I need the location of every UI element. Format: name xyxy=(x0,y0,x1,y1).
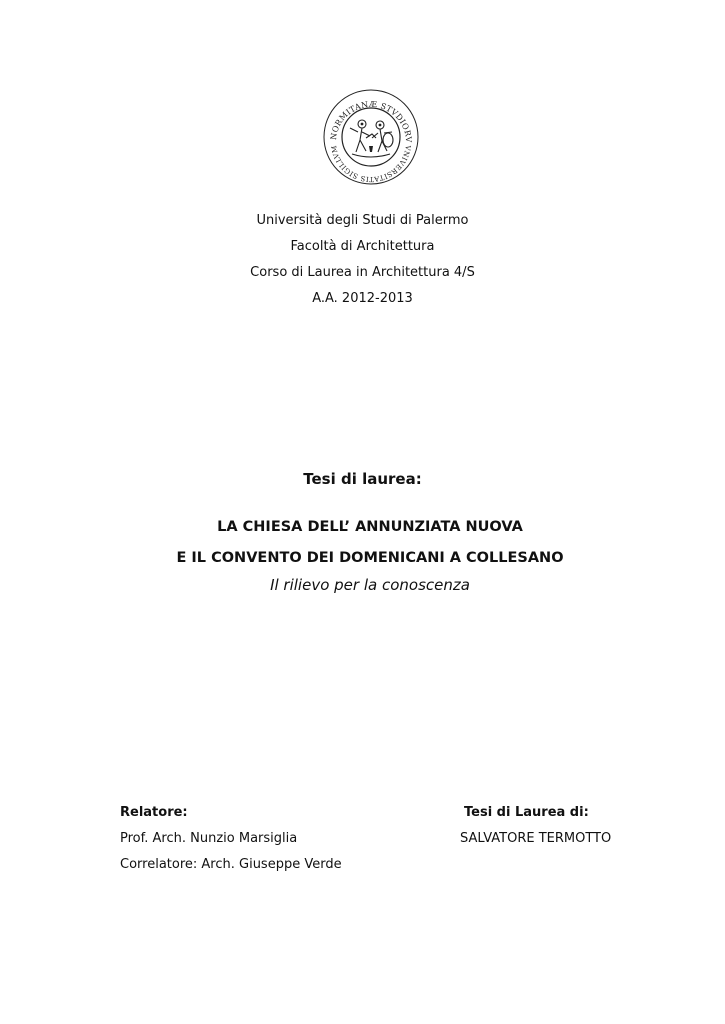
seal-emblem-icon xyxy=(322,88,420,186)
faculty-name: Facoltà di Architettura xyxy=(290,239,435,254)
thesis-title xyxy=(0,512,725,574)
correlatore-name: Correlatore: Arch. Giuseppe Verde xyxy=(120,857,342,872)
relatore-name: Prof. Arch. Nunzio Marsiglia xyxy=(120,831,298,846)
course-name: Corso di Laurea in Architettura 4/S xyxy=(250,265,475,280)
relatore-label: Relatore: xyxy=(120,805,188,820)
academic-year: A.A. 2012-2013 xyxy=(312,291,413,306)
university-info xyxy=(0,208,725,312)
university-name: Università degli Studi di Palermo xyxy=(256,213,469,228)
seal-text-top: NORMITANÆ STVDIORV xyxy=(328,99,414,143)
author-block xyxy=(460,800,611,852)
author-label: Tesi di Laurea di: xyxy=(464,805,589,820)
author-name: SALVATORE TERMOTTO xyxy=(460,831,612,846)
thesis-subtitle: Il rilievo per la conoscenza xyxy=(270,576,470,594)
supervisors-block xyxy=(120,800,342,878)
thesis-title-line2: E IL CONVENTO DEI DOMENICANI A COLLESANO xyxy=(176,550,564,566)
thesis-label: Tesi di laurea: xyxy=(303,470,422,488)
thesis-title-line1: LA CHIESA DELL’ ANNUNZIATA NUOVA xyxy=(217,519,523,535)
seal-text-bottom: VNIVERSITATIS SIGILLVM xyxy=(330,144,412,184)
university-seal-logo xyxy=(322,88,420,186)
